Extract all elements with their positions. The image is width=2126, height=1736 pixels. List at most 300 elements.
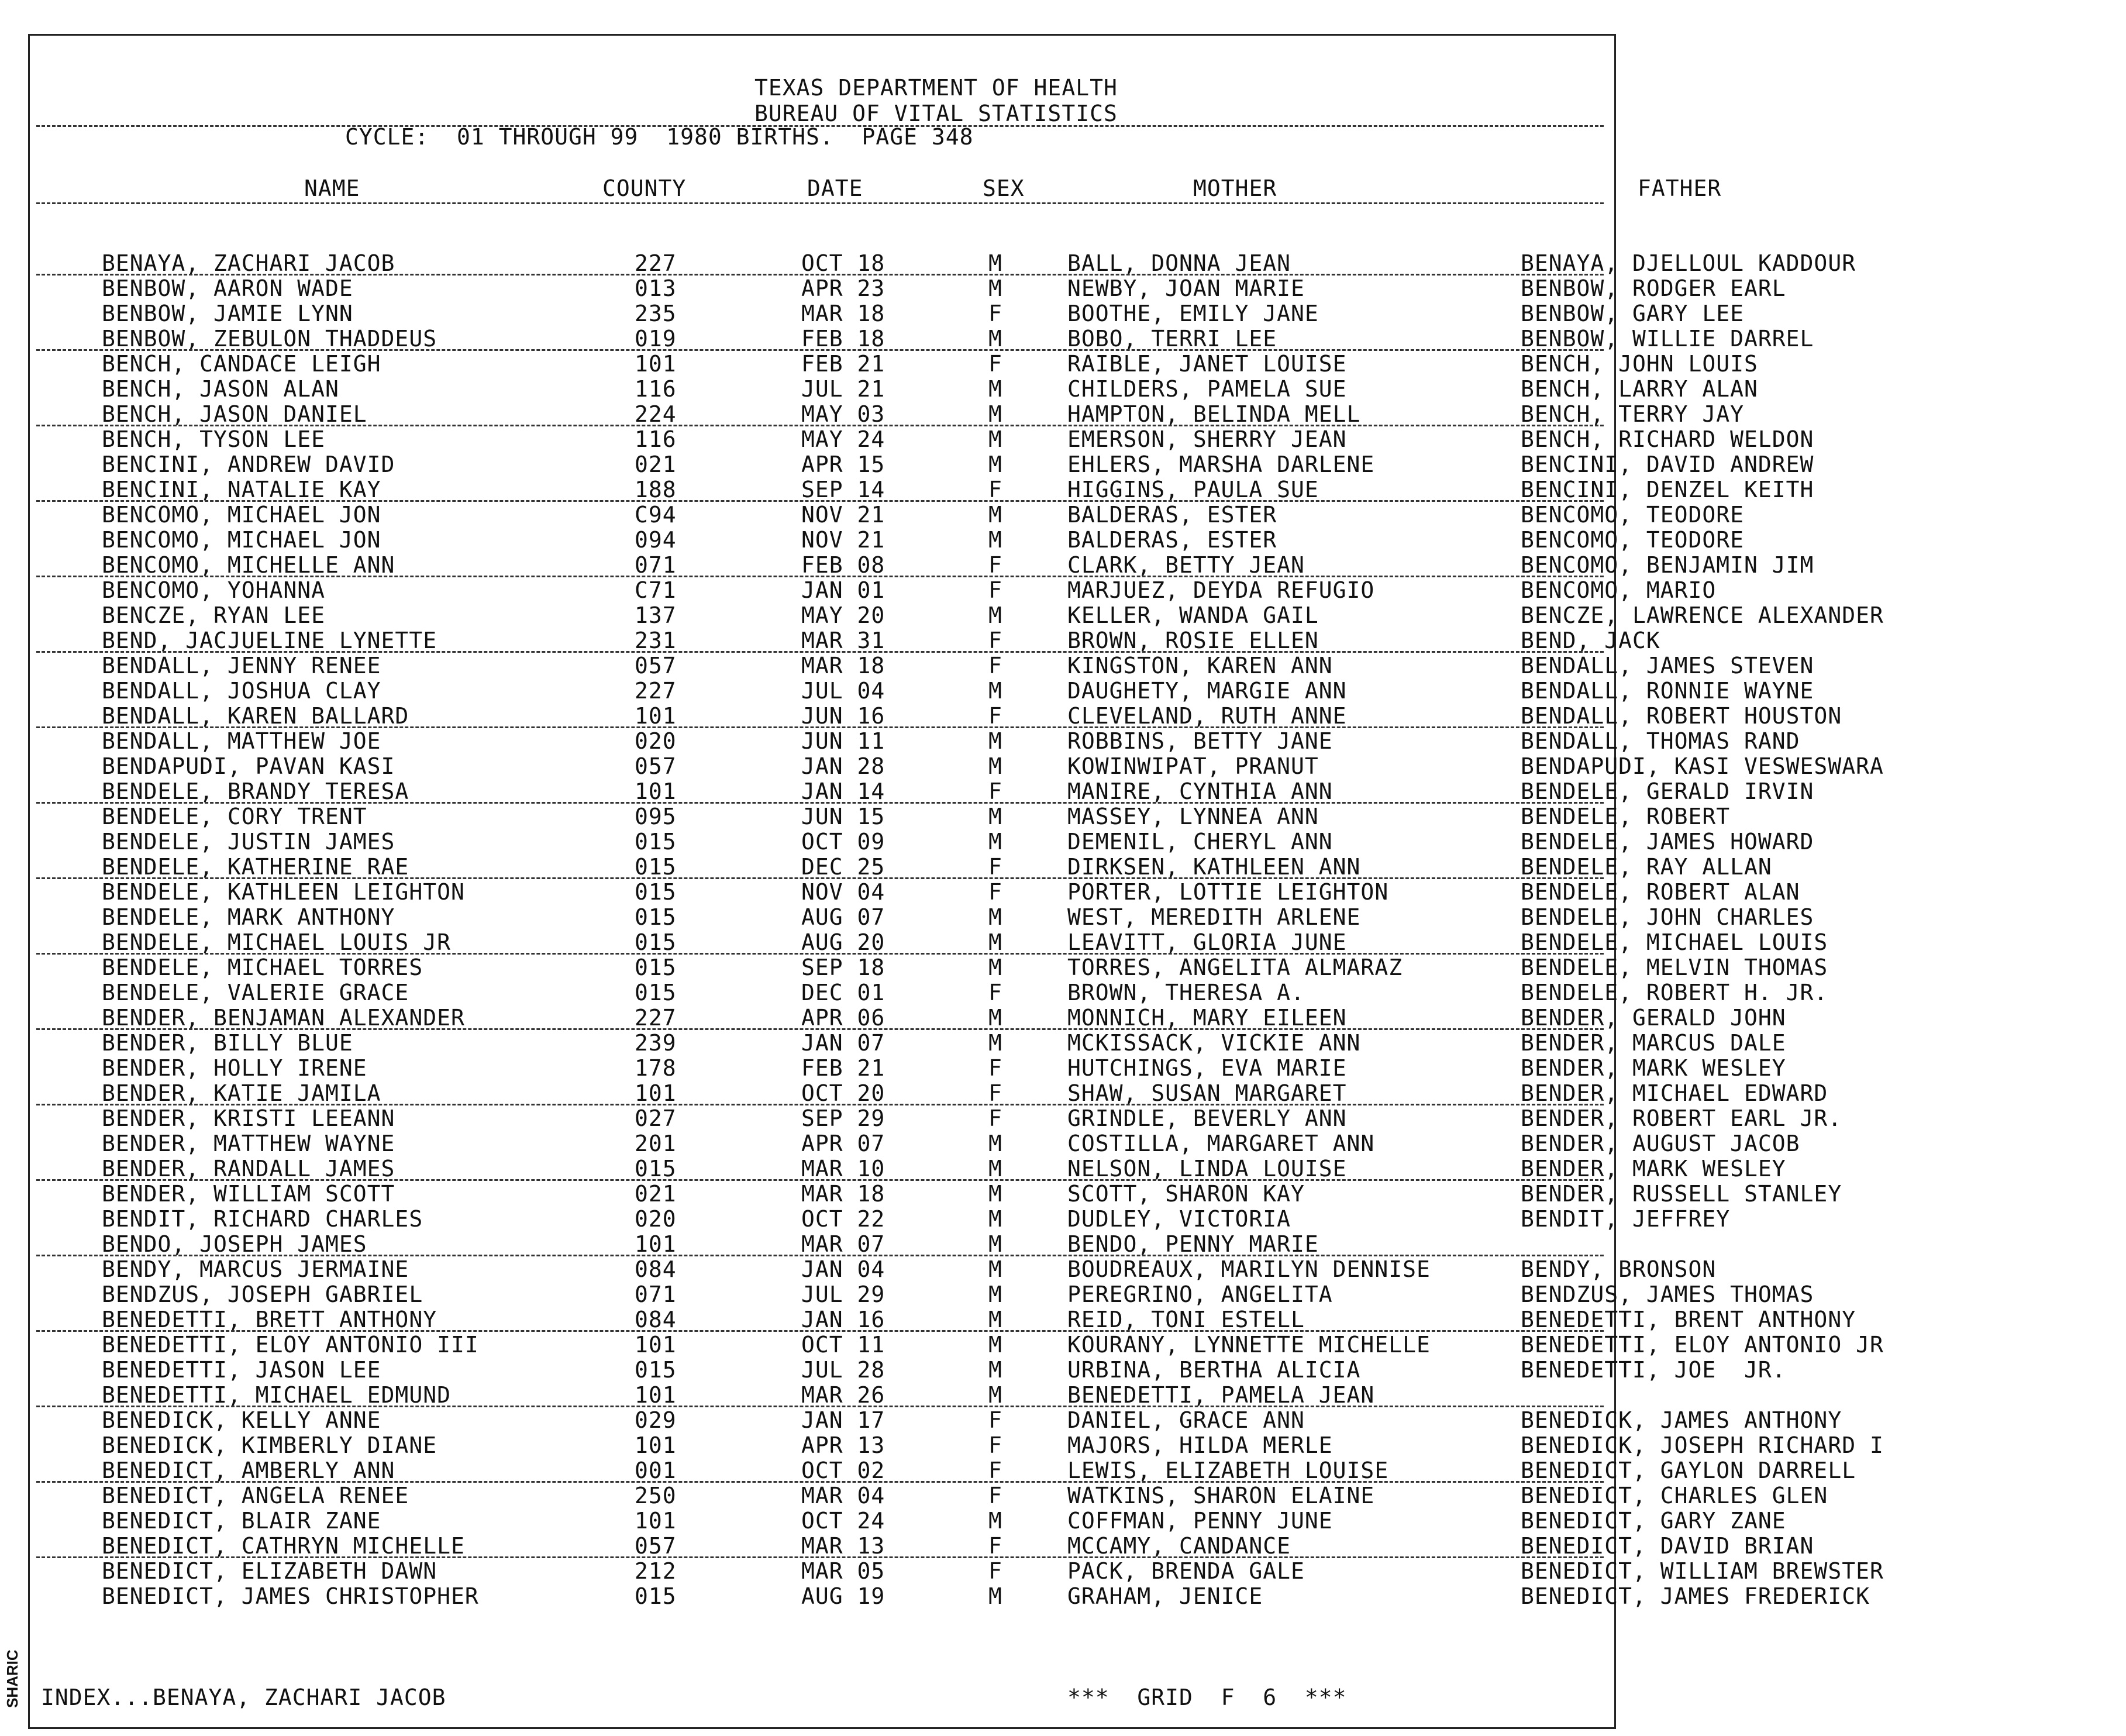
- cell-sex: M: [988, 1307, 1002, 1332]
- table-row: [0, 1005, 1786, 1031]
- table-row: [0, 703, 1842, 729]
- cell-date: NOV 04: [801, 879, 885, 905]
- cell-county: 116: [635, 376, 677, 402]
- cell-name: BENCOMO, MICHELLE ANN: [102, 552, 395, 578]
- cell-county: 101: [635, 1508, 677, 1534]
- cell-father: BENDY, BRONSON: [1521, 1256, 1717, 1282]
- cell-county: 101: [635, 351, 677, 377]
- table-row: [0, 628, 1660, 653]
- table-row: [0, 929, 1828, 955]
- cell-father: BENDELE, ROBERT H. JR.: [1521, 980, 1828, 1005]
- table-row: [0, 401, 1745, 427]
- cell-father: BENEDICT, JAMES FREDERICK: [1521, 1583, 1870, 1609]
- cell-date: MAR 31: [801, 628, 885, 653]
- cell-county: 015: [635, 1357, 677, 1383]
- table-row: [0, 1382, 1616, 1407]
- cell-county: 057: [635, 753, 677, 779]
- cell-sex: F: [988, 779, 1002, 804]
- cell-sex: M: [988, 829, 1002, 855]
- cell-name: BENDALL, MATTHEW JOE: [102, 728, 381, 754]
- table-row: [0, 1583, 1870, 1609]
- cell-county: 116: [635, 426, 677, 452]
- cell-father: BENBOW, GARY LEE: [1521, 301, 1745, 326]
- cell-county: 250: [635, 1483, 677, 1508]
- cell-mother: HUTCHINGS, EVA MARIE: [1067, 1055, 1347, 1081]
- cell-mother: DIRKSEN, KATHLEEN ANN: [1067, 854, 1361, 880]
- table-row: [0, 477, 1814, 502]
- cell-sex: F: [988, 1055, 1002, 1081]
- cell-sex: F: [988, 351, 1002, 377]
- cell-name: BENDELE, KATHERINE RAE: [102, 854, 409, 880]
- cell-sex: M: [988, 1030, 1002, 1056]
- cell-sex: F: [988, 552, 1002, 578]
- table-row: [0, 1307, 1856, 1332]
- cell-father: BENCINI, DENZEL KEITH: [1521, 477, 1814, 502]
- cell-sex: F: [988, 577, 1002, 603]
- cell-date: DEC 25: [801, 854, 885, 880]
- cell-county: 224: [635, 401, 677, 427]
- cell-father: BENCOMO, TEODORE: [1521, 502, 1745, 528]
- cell-county: 015: [635, 1156, 677, 1182]
- cell-mother: HAMPTON, BELINDA MELL: [1067, 401, 1361, 427]
- cell-mother: DAUGHETY, MARGIE ANN: [1067, 678, 1347, 704]
- cell-father: BENDAPUDI, KASI VESWESWARA: [1521, 753, 1884, 779]
- cell-name: BEND, JACJUELINE LYNETTE: [102, 628, 437, 653]
- cell-name: BENEDICK, KIMBERLY DIANE: [102, 1432, 437, 1458]
- cell-mother: BALL, DONNA JEAN: [1067, 250, 1291, 276]
- cell-date: OCT 02: [801, 1458, 885, 1483]
- cell-date: OCT 22: [801, 1206, 885, 1232]
- cell-mother: KELLER, WANDA GAIL: [1067, 602, 1319, 628]
- cell-name: BENDER, KRISTI LEEANN: [102, 1105, 395, 1131]
- cell-father: BENAYA, DJELLOUL KADDOUR: [1521, 250, 1856, 276]
- cell-date: MAY 03: [801, 401, 885, 427]
- cell-county: 020: [635, 1206, 677, 1232]
- table-row: [0, 779, 1814, 804]
- cell-mother: CLARK, BETTY JEAN: [1067, 552, 1305, 578]
- table-row: [0, 1231, 1616, 1256]
- cell-sex: M: [988, 1005, 1002, 1031]
- cell-county: 235: [635, 301, 677, 326]
- cell-father: BENDER, AUGUST JACOB: [1521, 1131, 1800, 1156]
- cell-date: JUN 15: [801, 804, 885, 829]
- cell-county: C94: [635, 502, 677, 528]
- cell-date: MAR 18: [801, 301, 885, 326]
- cell-mother: EMERSON, SHERRY JEAN: [1067, 426, 1347, 452]
- cell-date: APR 23: [801, 275, 885, 301]
- col-header-county: COUNTY: [602, 175, 687, 201]
- cell-county: 001: [635, 1458, 677, 1483]
- cell-date: MAY 20: [801, 602, 885, 628]
- cell-sex: M: [988, 1231, 1002, 1257]
- cell-name: BENEDICT, JAMES CHRISTOPHER: [102, 1583, 479, 1609]
- cell-mother: WATKINS, SHARON ELAINE: [1067, 1483, 1375, 1508]
- cell-county: 227: [635, 250, 677, 276]
- cell-sex: F: [988, 1432, 1002, 1458]
- cell-date: OCT 11: [801, 1332, 885, 1358]
- cell-date: APR 07: [801, 1131, 885, 1156]
- cell-county: 015: [635, 904, 677, 930]
- cell-sex: F: [988, 879, 1002, 905]
- cell-name: BENEDICT, ELIZABETH DAWN: [102, 1558, 437, 1584]
- table-row: [0, 1558, 1884, 1584]
- table-row: [0, 1206, 1731, 1232]
- table-row: [0, 1080, 1828, 1106]
- cell-mother: URBINA, BERTHA ALICIA: [1067, 1357, 1361, 1383]
- cell-name: BENDY, MARCUS JERMAINE: [102, 1256, 409, 1282]
- cell-mother: HIGGINS, PAULA SUE: [1067, 477, 1319, 502]
- cell-father: BENCOMO, TEODORE: [1521, 527, 1745, 553]
- table-row: [0, 326, 1814, 352]
- cell-sex: M: [988, 1181, 1002, 1207]
- cell-name: BENCOMO, MICHAEL JON: [102, 502, 381, 528]
- cell-mother: NELSON, LINDA LOUISE: [1067, 1156, 1347, 1182]
- table-row: [0, 275, 1786, 301]
- cell-sex: M: [988, 426, 1002, 452]
- table-row: [0, 854, 1772, 880]
- cell-mother: NEWBY, JOAN MARIE: [1067, 275, 1305, 301]
- cell-sex: M: [988, 1131, 1002, 1156]
- cell-father: BENDER, MICHAEL EDWARD: [1521, 1080, 1828, 1106]
- cell-mother: PORTER, LOTTIE LEIGHTON: [1067, 879, 1389, 905]
- cell-date: JUN 11: [801, 728, 885, 754]
- column-header-rule: [36, 202, 1604, 204]
- cell-mother: BROWN, ROSIE ELLEN: [1067, 628, 1319, 653]
- cell-sex: M: [988, 401, 1002, 427]
- cell-county: 094: [635, 527, 677, 553]
- cell-father: BENDALL, JAMES STEVEN: [1521, 653, 1814, 678]
- cell-sex: M: [988, 1282, 1002, 1307]
- cell-name: BENDER, HOLLY IRENE: [102, 1055, 367, 1081]
- cell-mother: MONNICH, MARY EILEEN: [1067, 1005, 1347, 1031]
- cell-sex: M: [988, 1382, 1002, 1408]
- cell-sex: M: [988, 929, 1002, 955]
- cell-date: JUN 16: [801, 703, 885, 729]
- cell-name: BENEDICT, AMBERLY ANN: [102, 1458, 395, 1483]
- cell-county: 057: [635, 653, 677, 678]
- cell-mother: TORRES, ANGELITA ALMARAZ: [1067, 955, 1403, 980]
- cell-date: SEP 14: [801, 477, 885, 502]
- cell-county: 101: [635, 1432, 677, 1458]
- cell-county: 027: [635, 1105, 677, 1131]
- index-label: INDEX...BENAYA, ZACHARI JACOB: [41, 1685, 446, 1710]
- cell-father: BENCOMO, MARIO: [1521, 577, 1717, 603]
- table-row: [0, 502, 1745, 528]
- cell-date: SEP 18: [801, 955, 885, 980]
- cell-sex: M: [988, 904, 1002, 930]
- table-row: [0, 602, 1884, 628]
- cell-name: BENCH, TYSON LEE: [102, 426, 326, 452]
- cell-father: BENEDICK, JOSEPH RICHARD I: [1521, 1432, 1884, 1458]
- cell-father: BENBOW, RODGER EARL: [1521, 275, 1786, 301]
- cell-father: BENEDICT, CHARLES GLEN: [1521, 1483, 1828, 1508]
- cell-father: BENDER, GERALD JOHN: [1521, 1005, 1786, 1031]
- cell-sex: F: [988, 477, 1002, 502]
- cell-name: BENDELE, MICHAEL LOUIS JR: [102, 929, 451, 955]
- cell-date: MAR 18: [801, 1181, 885, 1207]
- col-header-name: NAME: [304, 175, 360, 201]
- cell-mother: COFFMAN, PENNY JUNE: [1067, 1508, 1333, 1534]
- cell-mother: CHILDERS, PAMELA SUE: [1067, 376, 1347, 402]
- cell-county: C71: [635, 577, 677, 603]
- cell-name: BENCZE, RYAN LEE: [102, 602, 326, 628]
- cell-father: BENEDETTI, ELOY ANTONIO JR: [1521, 1332, 1884, 1358]
- cell-sex: M: [988, 1583, 1002, 1609]
- cell-sex: M: [988, 602, 1002, 628]
- table-row: [0, 1332, 1884, 1358]
- table-row: [0, 250, 1856, 276]
- table-row: [0, 728, 1800, 754]
- cell-county: 015: [635, 854, 677, 880]
- cell-sex: F: [988, 1483, 1002, 1508]
- cell-name: BENDZUS, JOSEPH GABRIEL: [102, 1282, 423, 1307]
- table-row: [0, 753, 1884, 779]
- cell-sex: F: [988, 1558, 1002, 1584]
- cell-county: 071: [635, 1282, 677, 1307]
- cell-sex: M: [988, 376, 1002, 402]
- cell-mother: COSTILLA, MARGARET ANN: [1067, 1131, 1375, 1156]
- cell-mother: DUDLEY, VICTORIA: [1067, 1206, 1291, 1232]
- cell-date: OCT 18: [801, 250, 885, 276]
- table-row: [0, 1030, 1786, 1056]
- cell-father: BENEDICT, GARY ZANE: [1521, 1508, 1786, 1534]
- cell-sex: M: [988, 1357, 1002, 1383]
- cell-county: 101: [635, 1332, 677, 1358]
- cell-mother: GRAHAM, JENICE: [1067, 1583, 1263, 1609]
- cell-mother: BENDO, PENNY MARIE: [1067, 1231, 1319, 1257]
- cell-sex: M: [988, 753, 1002, 779]
- cell-date: APR 13: [801, 1432, 885, 1458]
- cell-sex: F: [988, 301, 1002, 326]
- table-row: [0, 980, 1828, 1005]
- cell-date: JAN 17: [801, 1407, 885, 1433]
- cell-sex: M: [988, 678, 1002, 704]
- cell-date: MAR 10: [801, 1156, 885, 1182]
- table-row: [0, 1131, 1800, 1156]
- cell-mother: BOOTHE, EMILY JANE: [1067, 301, 1319, 326]
- table-row: [0, 678, 1814, 704]
- cell-county: 101: [635, 703, 677, 729]
- cell-county: 020: [635, 728, 677, 754]
- cell-father: BENDER, MARK WESLEY: [1521, 1055, 1786, 1081]
- cell-mother: KOURANY, LYNNETTE MICHELLE: [1067, 1332, 1431, 1358]
- cell-county: 084: [635, 1307, 677, 1332]
- table-row: [0, 1483, 1828, 1508]
- cell-county: 021: [635, 452, 677, 477]
- cell-date: JAN 07: [801, 1030, 885, 1056]
- cell-father: BENCH, JOHN LOUIS: [1521, 351, 1758, 377]
- cell-name: BENDAPUDI, PAVAN KASI: [102, 753, 395, 779]
- cell-mother: MCCAMY, CANDANCE: [1067, 1533, 1291, 1559]
- cell-father: BENDALL, RONNIE WAYNE: [1521, 678, 1814, 704]
- cell-name: BENCH, JASON ALAN: [102, 376, 339, 402]
- cell-mother: MAJORS, HILDA MERLE: [1067, 1432, 1333, 1458]
- cell-date: JAN 28: [801, 753, 885, 779]
- cell-date: MAR 05: [801, 1558, 885, 1584]
- cell-mother: CLEVELAND, RUTH ANNE: [1067, 703, 1347, 729]
- cell-county: 227: [635, 1005, 677, 1031]
- cell-sex: M: [988, 1206, 1002, 1232]
- cell-name: BENCOMO, YOHANNA: [102, 577, 326, 603]
- cell-father: BENEDICT, GAYLON DARRELL: [1521, 1458, 1856, 1483]
- grid-label: *** GRID F 6 ***: [1067, 1685, 1347, 1710]
- cell-father: BENDER, MARCUS DALE: [1521, 1030, 1786, 1056]
- cell-father: BENDELE, MICHAEL LOUIS: [1521, 929, 1828, 955]
- cell-father: BENDZUS, JAMES THOMAS: [1521, 1282, 1814, 1307]
- cell-date: AUG 07: [801, 904, 885, 930]
- cell-date: MAR 07: [801, 1231, 885, 1257]
- cell-county: 178: [635, 1055, 677, 1081]
- table-row: [0, 552, 1814, 578]
- table-row: [0, 577, 1717, 603]
- cell-county: 015: [635, 929, 677, 955]
- cell-name: BENBOW, AARON WADE: [102, 275, 353, 301]
- cell-sex: M: [988, 527, 1002, 553]
- cell-date: MAR 13: [801, 1533, 885, 1559]
- cell-name: BENEDETTI, JASON LEE: [102, 1357, 381, 1383]
- cell-mother: KINGSTON, KAREN ANN: [1067, 653, 1333, 678]
- cell-county: 212: [635, 1558, 677, 1584]
- col-header-sex: SEX: [983, 175, 1025, 201]
- cell-mother: PEREGRINO, ANGELITA: [1067, 1282, 1333, 1307]
- cell-county: 015: [635, 1583, 677, 1609]
- table-row: [0, 426, 1814, 452]
- cell-father: BENDER, RUSSELL STANLEY: [1521, 1181, 1842, 1207]
- side-label: SHARIC: [4, 1649, 21, 1708]
- cell-date: AUG 19: [801, 1583, 885, 1609]
- cell-father: BENDIT, JEFFREY: [1521, 1206, 1731, 1232]
- cell-father: BENDELE, JOHN CHARLES: [1521, 904, 1814, 930]
- cell-county: 019: [635, 326, 677, 352]
- cell-mother: DEMENIL, CHERYL ANN: [1067, 829, 1333, 855]
- cell-mother: GRINDLE, BEVERLY ANN: [1067, 1105, 1347, 1131]
- cell-father: BENCH, LARRY ALAN: [1521, 376, 1758, 402]
- table-row: [0, 1432, 1884, 1458]
- cell-father: BENCZE, LAWRENCE ALEXANDER: [1521, 602, 1884, 628]
- cell-father: BENCINI, DAVID ANDREW: [1521, 452, 1814, 477]
- cell-mother: MCKISSACK, VICKIE ANN: [1067, 1030, 1361, 1056]
- cell-mother: BROWN, THERESA A.: [1067, 980, 1305, 1005]
- cell-date: FEB 18: [801, 326, 885, 352]
- cell-sex: M: [988, 502, 1002, 528]
- cell-sex: M: [988, 1508, 1002, 1534]
- cell-name: BENEDETTI, BRETT ANTHONY: [102, 1307, 437, 1332]
- table-row: [0, 1256, 1717, 1282]
- cell-date: MAY 24: [801, 426, 885, 452]
- cell-date: OCT 24: [801, 1508, 885, 1534]
- cell-date: MAR 18: [801, 653, 885, 678]
- table-row: [0, 653, 1814, 678]
- cell-name: BENDELE, MARK ANTHONY: [102, 904, 395, 930]
- table-row: [0, 376, 1758, 402]
- cell-date: MAR 04: [801, 1483, 885, 1508]
- cell-county: 013: [635, 275, 677, 301]
- cell-father: BEND, JACK: [1521, 628, 1660, 653]
- cell-name: BENDER, KATIE JAMILA: [102, 1080, 381, 1106]
- cell-father: BENDER, MARK WESLEY: [1521, 1156, 1786, 1182]
- cell-name: BENDER, WILLIAM SCOTT: [102, 1181, 395, 1207]
- cell-county: 188: [635, 477, 677, 502]
- cell-mother: ROBBINS, BETTY JANE: [1067, 728, 1333, 754]
- col-header-father: FATHER: [1638, 175, 1722, 201]
- cell-date: JUL 21: [801, 376, 885, 402]
- cell-date: OCT 20: [801, 1080, 885, 1106]
- table-row: [0, 1105, 1842, 1131]
- cell-county: 137: [635, 602, 677, 628]
- table-row: [0, 351, 1758, 377]
- cell-name: BENDALL, KAREN BALLARD: [102, 703, 409, 729]
- cell-name: BENEDETTI, ELOY ANTONIO III: [102, 1332, 479, 1358]
- cell-date: JUL 04: [801, 678, 885, 704]
- cell-father: BENDELE, ROBERT: [1521, 804, 1731, 829]
- table-row: [0, 301, 1745, 326]
- cell-county: 057: [635, 1533, 677, 1559]
- cell-father: BENDELE, GERALD IRVIN: [1521, 779, 1814, 804]
- table-row: [0, 804, 1731, 829]
- cell-father: BENEDICT, DAVID BRIAN: [1521, 1533, 1814, 1559]
- cell-name: BENCINI, NATALIE KAY: [102, 477, 381, 502]
- cell-name: BENBOW, JAMIE LYNN: [102, 301, 353, 326]
- cell-name: BENEDICT, ANGELA RENEE: [102, 1483, 409, 1508]
- table-row: [0, 1055, 1786, 1081]
- cell-sex: F: [988, 628, 1002, 653]
- cell-county: 021: [635, 1181, 677, 1207]
- cell-mother: BOUDREAUX, MARILYN DENNISE: [1067, 1256, 1431, 1282]
- cell-county: 101: [635, 1080, 677, 1106]
- cell-county: 015: [635, 980, 677, 1005]
- cell-name: BENAYA, ZACHARI JACOB: [102, 250, 395, 276]
- report-cycle: CYCLE: 01 THROUGH 99 1980 BIRTHS. PAGE 348: [345, 124, 974, 150]
- cell-name: BENDELE, CORY TRENT: [102, 804, 367, 829]
- cell-date: MAR 26: [801, 1382, 885, 1408]
- cell-mother: RAIBLE, JANET LOUISE: [1067, 351, 1347, 377]
- cell-name: BENBOW, ZEBULON THADDEUS: [102, 326, 437, 352]
- cell-father: BENDALL, THOMAS RAND: [1521, 728, 1800, 754]
- cell-name: BENCH, CANDACE LEIGH: [102, 351, 381, 377]
- cell-date: APR 15: [801, 452, 885, 477]
- cell-name: BENEDICK, KELLY ANNE: [102, 1407, 381, 1433]
- cell-mother: LEWIS, ELIZABETH LOUISE: [1067, 1458, 1389, 1483]
- table-row: [0, 1533, 1814, 1559]
- col-header-mother: MOTHER: [1193, 175, 1277, 201]
- cell-sex: F: [988, 703, 1002, 729]
- cell-sex: F: [988, 653, 1002, 678]
- cell-mother: REID, TONI ESTELL: [1067, 1307, 1305, 1332]
- table-row: [0, 1181, 1842, 1207]
- cell-name: BENCINI, ANDREW DAVID: [102, 452, 395, 477]
- cell-sex: F: [988, 1533, 1002, 1559]
- cell-sex: M: [988, 955, 1002, 980]
- cell-name: BENEDICT, BLAIR ZANE: [102, 1508, 381, 1534]
- cell-date: FEB 08: [801, 552, 885, 578]
- cell-county: 029: [635, 1407, 677, 1433]
- table-row: [0, 1508, 1786, 1534]
- table-row: [0, 879, 1800, 905]
- cell-mother: PACK, BRENDA GALE: [1067, 1558, 1305, 1584]
- cell-name: BENEDICT, CATHRYN MICHELLE: [102, 1533, 465, 1559]
- cell-date: JAN 04: [801, 1256, 885, 1282]
- cell-date: FEB 21: [801, 351, 885, 377]
- cell-date: SEP 29: [801, 1105, 885, 1131]
- cell-sex: M: [988, 326, 1002, 352]
- cell-sex: F: [988, 980, 1002, 1005]
- cell-sex: M: [988, 250, 1002, 276]
- cell-name: BENEDETTI, MICHAEL EDMUND: [102, 1382, 451, 1408]
- cell-county: 227: [635, 678, 677, 704]
- cell-sex: M: [988, 804, 1002, 829]
- cell-date: JAN 14: [801, 779, 885, 804]
- cell-name: BENDO, JOSEPH JAMES: [102, 1231, 367, 1257]
